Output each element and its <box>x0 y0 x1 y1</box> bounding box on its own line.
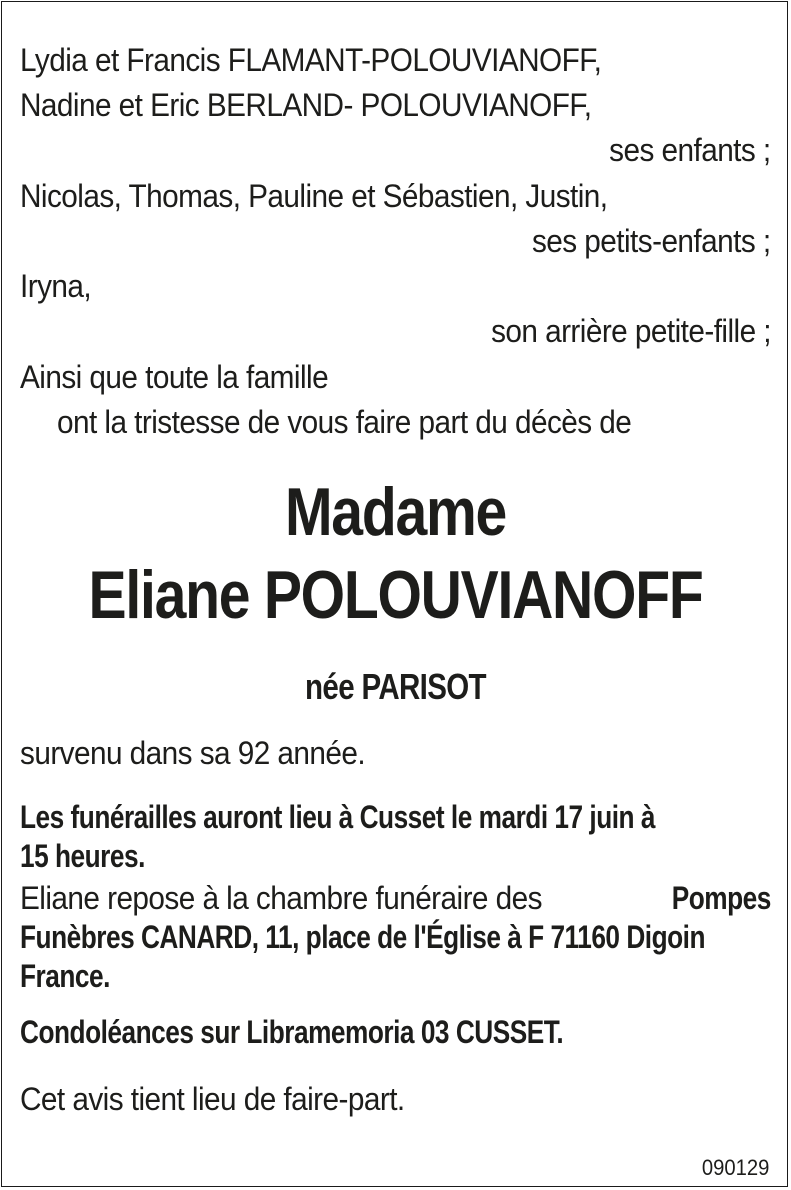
great-grandchild-label: son arrière petite-fille ; <box>491 313 771 349</box>
funeral-line-2: 15 heures. <box>20 838 145 874</box>
rest-line-3: France. <box>20 958 110 994</box>
rest-line-1-regular: Eliane repose à la chambre funéraire des <box>20 880 542 916</box>
rest-line-1 <box>20 882 542 914</box>
maiden-name: née PARISOT <box>305 666 486 707</box>
funeral-line-1: Les funérailles auront lieu à Cusset le mardi 17 juin à <box>20 799 656 835</box>
announcement-line: ont la tristesse de vous faire part du décès de <box>57 404 632 440</box>
reference-code: 090129 <box>701 1155 769 1180</box>
family-line-1: Lydia et Francis FLAMANT-POLOUVIANOFF, <box>20 42 602 78</box>
rest-line-2: Funèbres CANARD, 11, place de l'Église à F 71160 Digoin <box>20 919 705 955</box>
family-line-2: Nadine et Eric BERLAND- POLOUVIANOFF, <box>20 87 592 123</box>
deceased-name: Eliane POLOUVIANOFF <box>88 557 703 633</box>
family-rest-line: Ainsi que toute la famille <box>20 359 329 395</box>
footer-note: Cet avis tient lieu de faire-part. <box>20 1081 405 1117</box>
grandchildren-label: ses petits-enfants ; <box>532 223 771 259</box>
great-grandchild-name: Iryna, <box>20 268 92 304</box>
children-label: ses enfants ; <box>609 132 771 168</box>
grandchildren-names: Nicolas, Thomas, Pauline et Sébastien, Justin, <box>20 178 608 214</box>
deceased-title: Madame <box>284 474 506 550</box>
rest-line-1-bold: Pompes <box>671 880 771 916</box>
condolences-line: Condoléances sur Libramemoria 03 CUSSET. <box>20 1014 564 1050</box>
age-line: survenu dans sa 92 année. <box>20 735 366 771</box>
